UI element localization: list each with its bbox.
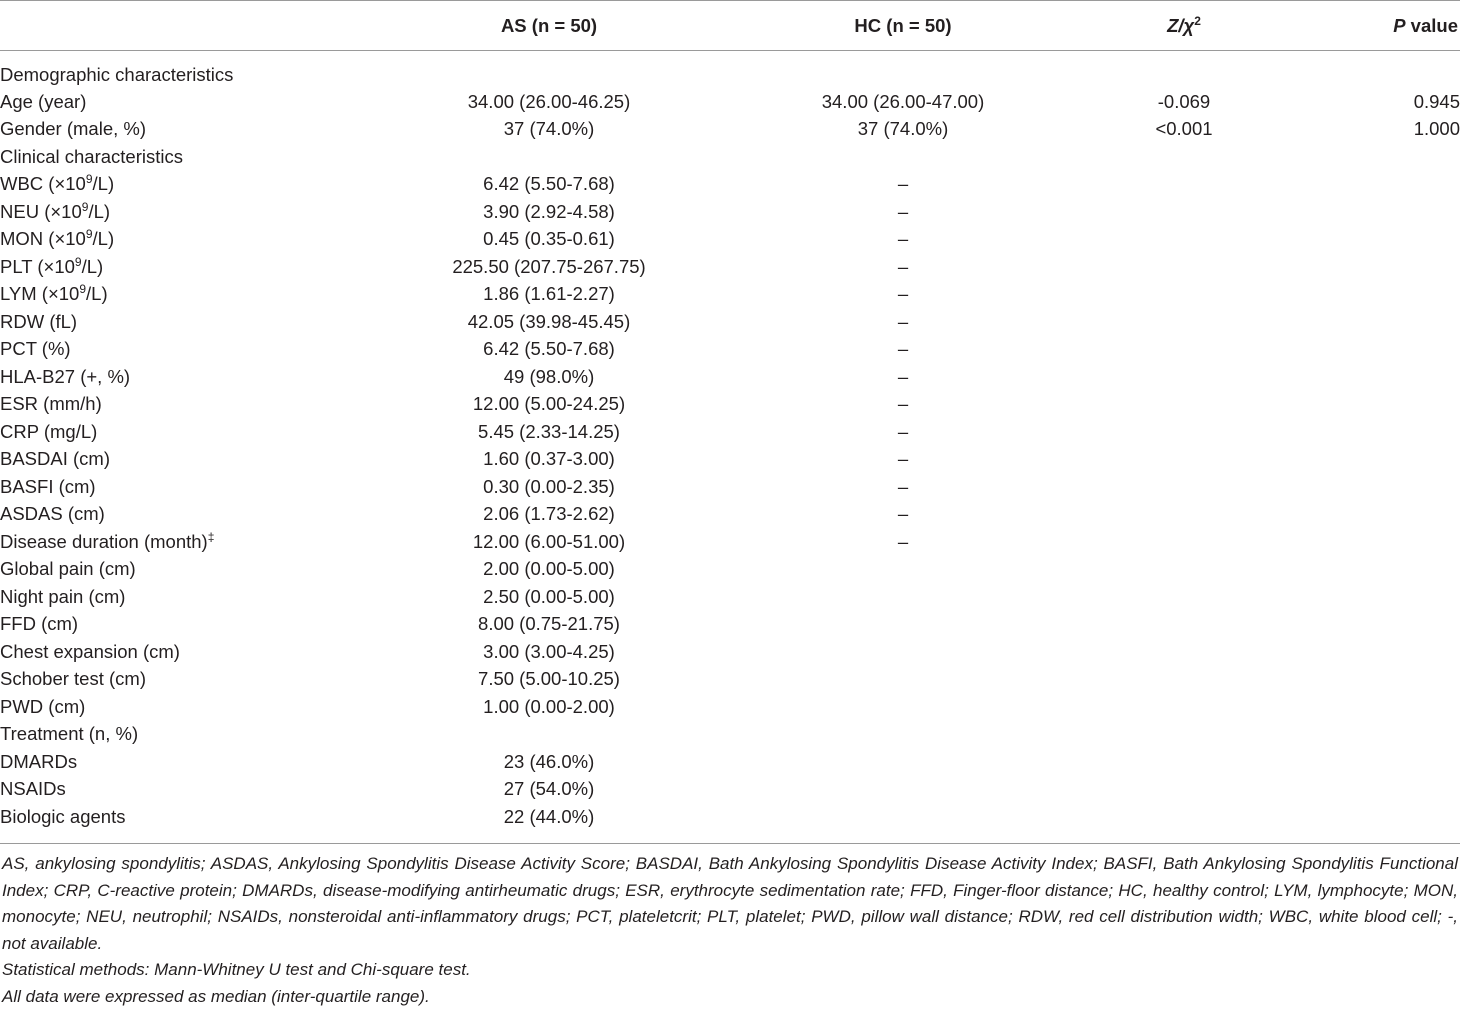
section-row-demographic (0, 51, 1460, 88)
cell-z (1128, 473, 1240, 501)
row-label-sup: 9 (86, 172, 93, 186)
table-row (0, 198, 1460, 226)
table-row (0, 391, 1460, 419)
cell-hc: – (678, 446, 1128, 474)
cell-as: 8.00 (0.75-21.75) (420, 611, 678, 639)
table-row (0, 363, 1460, 391)
cell-z (1128, 446, 1240, 474)
row-label (0, 88, 420, 116)
cell-p (1240, 418, 1460, 446)
cell-as: 12.00 (5.00-24.25) (420, 391, 678, 419)
cell-hc: 34.00 (26.00-47.00) (678, 88, 1128, 116)
cell-as: 1.00 (0.00-2.00) (420, 693, 678, 721)
cell-hc (678, 611, 1128, 639)
cell-z (1128, 198, 1240, 226)
row-label-text: NSAIDs (0, 778, 66, 799)
cell-as: 5.45 (2.33-14.25) (420, 418, 678, 446)
cell-as: 49 (98.0%) (420, 363, 678, 391)
cell-hc (678, 748, 1128, 776)
header-row (0, 0, 1460, 51)
row-label (0, 308, 420, 336)
row-label (0, 556, 420, 584)
cell-p (1240, 501, 1460, 529)
cell-z (1128, 583, 1240, 611)
cell-z (1128, 776, 1240, 804)
cell-p (1240, 446, 1460, 474)
row-label (0, 776, 420, 804)
cell-hc: – (678, 198, 1128, 226)
cell-z (1128, 308, 1240, 336)
row-label-text: BASDAI (cm) (0, 448, 110, 469)
cell-z (1128, 666, 1240, 694)
row-label (0, 748, 420, 776)
cell-as: 2.00 (0.00-5.00) (420, 556, 678, 584)
cell-p (1240, 198, 1460, 226)
cell-p (1240, 776, 1460, 804)
row-label-sup: 9 (86, 227, 93, 241)
footnote-expression: All data were expressed as median (inter-quartile range). (2, 984, 1458, 1010)
cell-hc: – (678, 501, 1128, 529)
table-row (0, 473, 1460, 501)
cell-p: 1.000 (1240, 116, 1460, 144)
row-label-unit: /L) (86, 283, 108, 304)
row-label-sup: ‡ (208, 530, 215, 544)
table-row (0, 693, 1460, 721)
table-row (0, 501, 1460, 529)
cell-z (1128, 721, 1240, 749)
table-bottom-rule (0, 843, 1460, 844)
cell-z (1128, 556, 1240, 584)
cell-p (1240, 336, 1460, 364)
row-label-text: Age (year) (0, 91, 86, 112)
table-row (0, 171, 1460, 199)
cell-z (1128, 336, 1240, 364)
table-row (0, 281, 1460, 309)
row-label (0, 198, 420, 226)
cell-z (1128, 748, 1240, 776)
row-label-text: WBC (×10 (0, 173, 86, 194)
cell-as: 1.86 (1.61-2.27) (420, 281, 678, 309)
cell-p (1240, 556, 1460, 584)
row-label-unit: /L) (93, 173, 115, 194)
table-footnotes (2, 851, 1458, 1010)
cell-hc: – (678, 418, 1128, 446)
table-row (0, 418, 1460, 446)
cell-as: 7.50 (5.00-10.25) (420, 666, 678, 694)
cell-as: 1.60 (0.37-3.00) (420, 446, 678, 474)
row-label-text: ESR (mm/h) (0, 393, 102, 414)
cell-z (1128, 611, 1240, 639)
cell-hc (678, 803, 1128, 831)
row-label-text: Schober test (cm) (0, 668, 146, 689)
table-body (0, 51, 1460, 831)
cell-hc (678, 721, 1128, 749)
row-label (0, 418, 420, 446)
row-label-text: Treatment (n, %) (0, 723, 138, 744)
table-row (0, 748, 1460, 776)
row-label (0, 253, 420, 281)
table-row (0, 308, 1460, 336)
cell-as: 0.45 (0.35-0.61) (420, 226, 678, 254)
cell-hc (678, 638, 1128, 666)
row-label-unit: /L) (82, 256, 104, 277)
table-row (0, 336, 1460, 364)
cell-p (1240, 638, 1460, 666)
table-row (0, 776, 1460, 804)
cell-as: 27 (54.0%) (420, 776, 678, 804)
cell-p (1240, 473, 1460, 501)
cell-z (1128, 171, 1240, 199)
row-label-sup: 9 (75, 255, 82, 269)
row-label (0, 583, 420, 611)
table-row (0, 528, 1460, 556)
row-label-text: PWD (cm) (0, 696, 85, 717)
row-label-text: NEU (×10 (0, 201, 82, 222)
cell-as: 22 (44.0%) (420, 803, 678, 831)
footnote-abbreviations: AS, ankylosing spondylitis; ASDAS, Ankylosing Spondylitis Disease Activity Score; BASDAI, Bath Ankylosing Spondylitis Disease Activity Index; BASFI, Bath Ankylosing Spondylitis Functional Index; CRP, C-reactive protein; DMARDs, disease-modifying antirheumatic drugs; ESR, erythrocyte sedimentation rate; FFD, Finger-floor distance; HC, healthy control; LYM, lymphocyte; MON, monocyte; NEU, neutrophil; NSAIDs, nonsteroidal anti-inflammatory drugs; PCT, plateletcrit; PLT, platelet; PWD, pillow wall distance; RDW, red cell distribution width; WBC, white blood cell; -, not available. (2, 851, 1458, 957)
row-label (0, 336, 420, 364)
cell-as: 2.50 (0.00-5.00) (420, 583, 678, 611)
cell-as: 42.05 (39.98-45.45) (420, 308, 678, 336)
row-label (0, 528, 420, 556)
cell-p (1240, 721, 1460, 749)
row-label-text: Chest expansion (cm) (0, 641, 180, 662)
header-as: AS (n = 50) (420, 0, 678, 51)
cell-as: 12.00 (6.00-51.00) (420, 528, 678, 556)
table-row (0, 226, 1460, 254)
row-label (0, 803, 420, 831)
row-label (0, 226, 420, 254)
cell-hc: – (678, 171, 1128, 199)
cell-p (1240, 363, 1460, 391)
cell-hc: – (678, 253, 1128, 281)
row-label-text: Night pain (cm) (0, 586, 125, 607)
cell-p (1240, 391, 1460, 419)
table-row (0, 88, 1460, 116)
row-label-text: LYM (×10 (0, 283, 79, 304)
cell-z: -0.069 (1128, 88, 1240, 116)
header-hc: HC (n = 50) (678, 0, 1128, 51)
cell-hc: – (678, 308, 1128, 336)
row-label-text: BASFI (cm) (0, 476, 96, 497)
cell-as: 225.50 (207.75-267.75) (420, 253, 678, 281)
cell-p (1240, 528, 1460, 556)
cell-hc: – (678, 336, 1128, 364)
cell-z: <0.001 (1128, 116, 1240, 144)
cell-z (1128, 391, 1240, 419)
cell-p: 0.945 (1240, 88, 1460, 116)
cell-p (1240, 253, 1460, 281)
row-label-unit: /L) (88, 201, 110, 222)
row-label (0, 171, 420, 199)
table-row (0, 446, 1460, 474)
table-row (0, 611, 1460, 639)
cell-as: 34.00 (26.00-46.25) (420, 88, 678, 116)
cell-p (1240, 226, 1460, 254)
row-label-text: Disease duration (month) (0, 531, 208, 552)
cell-hc (678, 693, 1128, 721)
cell-hc: 37 (74.0%) (678, 116, 1128, 144)
row-label-text: MON (×10 (0, 228, 86, 249)
cell-z (1128, 528, 1240, 556)
cell-as: 2.06 (1.73-2.62) (420, 501, 678, 529)
header-p-italic: P (1393, 15, 1405, 36)
row-label-sup: 9 (82, 200, 89, 214)
row-label (0, 281, 420, 309)
cell-hc: – (678, 473, 1128, 501)
cell-p (1240, 171, 1460, 199)
cell-z (1128, 418, 1240, 446)
header-variable (0, 0, 420, 51)
cell-hc: – (678, 281, 1128, 309)
row-label (0, 446, 420, 474)
cell-hc (678, 583, 1128, 611)
section-label: Demographic characteristics (0, 51, 1460, 88)
row-label (0, 721, 420, 749)
row-label-sup: 9 (79, 282, 86, 296)
cell-p (1240, 666, 1460, 694)
row-label-text: PLT (×10 (0, 256, 75, 277)
row-label-text: DMARDs (0, 751, 77, 772)
section-row-clinical (0, 143, 1460, 171)
row-label (0, 473, 420, 501)
cell-as: 0.30 (0.00-2.35) (420, 473, 678, 501)
row-label-text: Global pain (cm) (0, 558, 136, 579)
row-label (0, 666, 420, 694)
cell-z (1128, 281, 1240, 309)
table-row (0, 556, 1460, 584)
cell-p (1240, 611, 1460, 639)
cell-z (1128, 363, 1240, 391)
header-z-sup: 2 (1194, 14, 1201, 28)
row-label-text: CRP (mg/L) (0, 421, 97, 442)
row-label (0, 693, 420, 721)
row-label-text: Biologic agents (0, 806, 125, 827)
row-label-text: ASDAS (cm) (0, 503, 105, 524)
cell-p (1240, 693, 1460, 721)
cell-z (1128, 693, 1240, 721)
table-row (0, 116, 1460, 144)
cell-z (1128, 226, 1240, 254)
row-label-text: Gender (male, %) (0, 118, 146, 139)
cell-as: 37 (74.0%) (420, 116, 678, 144)
cell-p (1240, 308, 1460, 336)
table-row (0, 721, 1460, 749)
cell-as: 6.42 (5.50-7.68) (420, 171, 678, 199)
cell-p (1240, 281, 1460, 309)
section-label: Clinical characteristics (0, 143, 1460, 171)
cell-hc (678, 776, 1128, 804)
row-label (0, 611, 420, 639)
header-z-label: Z/χ (1167, 15, 1194, 36)
cell-hc: – (678, 363, 1128, 391)
cell-as (420, 721, 678, 749)
footnote-methods: Statistical methods: Mann-Whitney U test and Chi-square test. (2, 957, 1458, 984)
cell-p (1240, 748, 1460, 776)
row-label-text: FFD (cm) (0, 613, 78, 634)
cell-z (1128, 638, 1240, 666)
header-p-rest: value (1406, 15, 1458, 36)
row-label (0, 391, 420, 419)
row-label-text: RDW (fL) (0, 311, 77, 332)
row-label-text: PCT (%) (0, 338, 71, 359)
header-z-chi2 (1128, 0, 1240, 51)
cell-hc: – (678, 391, 1128, 419)
table-row (0, 583, 1460, 611)
cell-as: 23 (46.0%) (420, 748, 678, 776)
cell-hc (678, 556, 1128, 584)
cell-as: 6.42 (5.50-7.68) (420, 336, 678, 364)
cell-hc: – (678, 226, 1128, 254)
cell-as: 3.90 (2.92-4.58) (420, 198, 678, 226)
table-row (0, 638, 1460, 666)
cell-p (1240, 803, 1460, 831)
row-label (0, 116, 420, 144)
cell-z (1128, 253, 1240, 281)
row-label (0, 638, 420, 666)
row-label (0, 363, 420, 391)
cell-hc: – (678, 528, 1128, 556)
table-row (0, 253, 1460, 281)
cell-z (1128, 803, 1240, 831)
row-label-text: HLA-B27 (+, %) (0, 366, 130, 387)
row-label-unit: /L) (93, 228, 115, 249)
cell-as: 3.00 (3.00-4.25) (420, 638, 678, 666)
table-row (0, 666, 1460, 694)
row-label (0, 501, 420, 529)
table-row (0, 803, 1460, 831)
cell-z (1128, 501, 1240, 529)
cell-hc (678, 666, 1128, 694)
cell-p (1240, 583, 1460, 611)
header-p-value (1240, 0, 1460, 51)
